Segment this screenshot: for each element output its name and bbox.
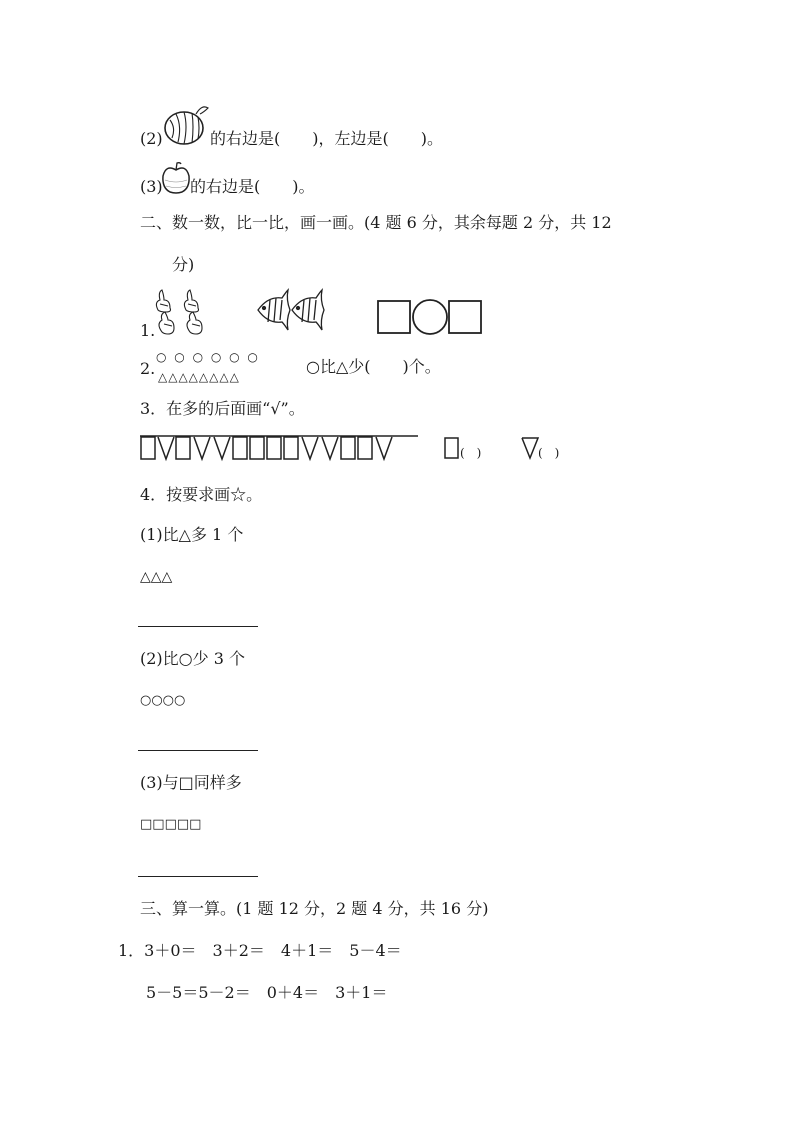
- q2-number: 2.: [140, 359, 156, 378]
- item-3-text: 的右边是( )。: [190, 177, 315, 196]
- item-2: [140, 128, 163, 150]
- rabbits-icon: [152, 288, 212, 336]
- section-2-title: 二、数一数，比一比，画一画。(4 题 6 分，其余每题 2 分，共 12: [140, 213, 612, 232]
- section-3-title: 三、算一算。(1 题 12 分，2 题 4 分，共 16 分): [140, 899, 489, 918]
- q4b-label: (2)比○少 3 个: [140, 649, 245, 668]
- q3-paren-1: ( ): [460, 446, 482, 460]
- q2-triangles: △△△△△△△△: [158, 370, 240, 384]
- apple-icon: [160, 160, 192, 196]
- q4b-shapes: ○○○○: [140, 693, 186, 708]
- q3-answer-triangle: [520, 436, 540, 460]
- q4a-answer-line[interactable]: [138, 626, 258, 627]
- fish-icon: [256, 288, 328, 332]
- q3-title: 3．在多的后面画“√”。: [140, 399, 305, 418]
- q4c-answer-line[interactable]: [138, 876, 258, 877]
- q3-answer-square: [444, 436, 460, 460]
- item-3-number: (3): [140, 177, 163, 196]
- q4c-label: (3)与□同样多: [140, 773, 242, 792]
- q3-paren-2: ( ): [538, 446, 560, 460]
- q4-title: 4．按要求画☆。: [140, 485, 263, 504]
- q4b-answer-line[interactable]: [138, 750, 258, 751]
- q4c-shapes: □□□□□: [140, 817, 202, 832]
- q4a-label: (1)比△多 1 个: [140, 525, 244, 544]
- watermelon-icon: [162, 102, 210, 146]
- square-circle-square-shapes: [376, 298, 484, 336]
- calc-row-1: 1．3＋0＝ 3＋2＝ 4＋1＝ 5－4＝: [118, 941, 402, 960]
- item-2-text: 的右边是( )，左边是( )。: [210, 129, 443, 148]
- q4a-shapes: △△△: [140, 569, 173, 585]
- section-2-title-cont: 分): [172, 255, 195, 274]
- calc-row-2: 5－5＝5－2＝ 0＋4＝ 3＋1＝: [146, 983, 388, 1002]
- q2-text: ○比△少( )个。: [306, 357, 441, 376]
- q1-number: 1.: [140, 321, 156, 340]
- q2-circles: ○ ○ ○ ○ ○ ○: [156, 350, 260, 364]
- item-2-number: (2): [140, 129, 163, 148]
- q3-shapes-row: [138, 432, 422, 462]
